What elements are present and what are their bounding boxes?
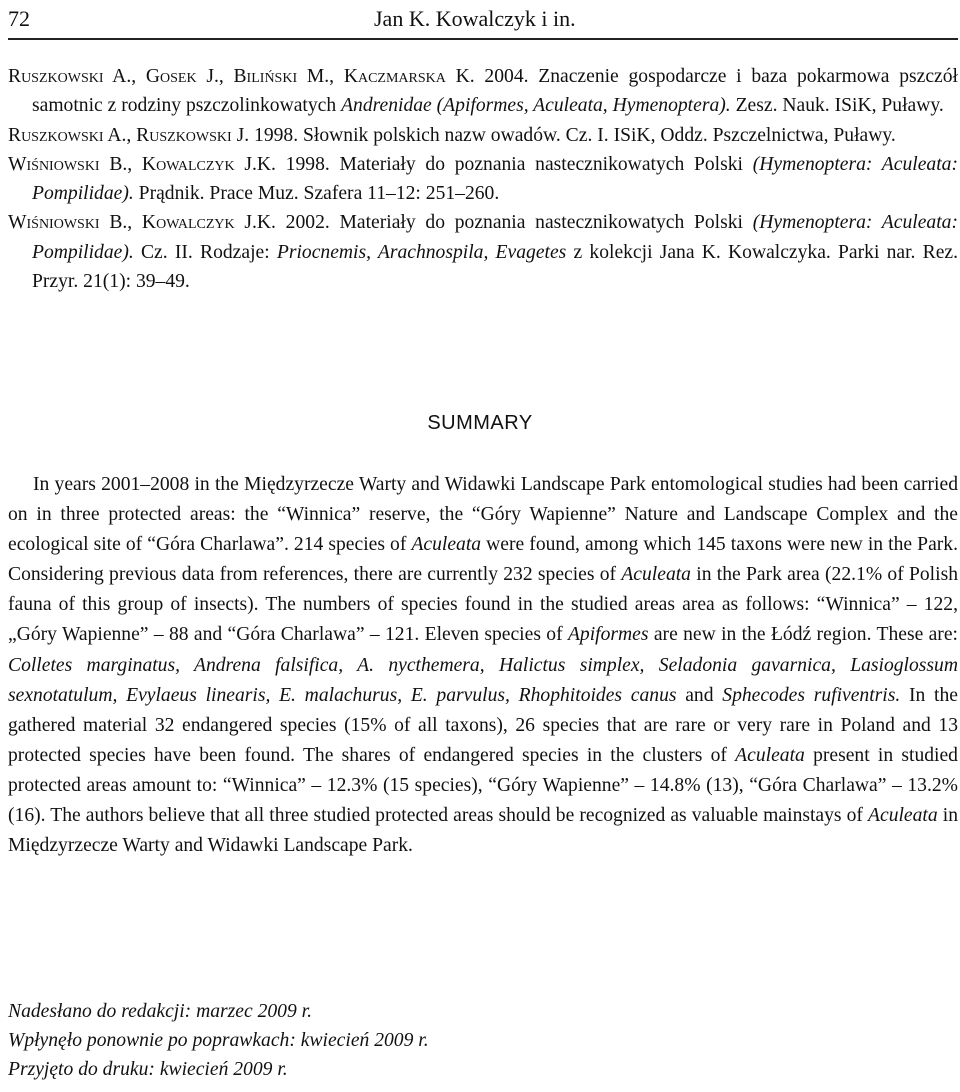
reference-part: Cz. II. Rodzaje: [140, 241, 270, 263]
reference-genera: Priocnemis, Arachnospila, Evagetes [276, 241, 567, 263]
reference-source: Prądnik. Prace Muz. Szafera 11–12: 251–260. [138, 183, 500, 205]
reference-authors: Wiśniowski B., Kowalczyk J.K. [8, 212, 276, 234]
summary-text: are new in the Łódź region. These are: [653, 624, 958, 646]
header-rule [8, 38, 958, 40]
taxon-name: Aculeata [621, 564, 691, 586]
page-header [8, 6, 958, 36]
taxon-name: Apiformes [567, 624, 649, 646]
reference-title: Słownik polskich nazw owadów. Cz. I. ISiK, Oddz. Pszczelnictwa, Puławy. [303, 124, 896, 146]
running-head: Jan K. Kowalczyk i in. [374, 6, 576, 31]
reference-entry [8, 208, 958, 296]
reference-year: 2002. [285, 212, 330, 234]
reference-authors: Wiśniowski B., Kowalczyk J.K. [8, 153, 276, 175]
reference-year: 1998. [254, 124, 299, 146]
revised-date: Wpłynęło ponownie po poprawkach: kwiecień 2009 r. [8, 1030, 429, 1051]
reference-source: Zesz. Nauk. ISiK, Puławy. [735, 95, 944, 117]
reference-title: Materiały do poznania nastecznikowatych Polski [339, 212, 743, 234]
reference-authors: Ruszkowski A., Ruszkowski J. [8, 124, 250, 146]
reference-taxon: (Hymenoptera: Aculeata: Pompilidae). [32, 212, 958, 263]
species-list: Colletes marginatus, Andrena falsifica, A. nycthemera, Halictus simplex, Seladonia gavarnica, Lasioglossum sexnotatulum, Evylaeus linearis, E. malachurus, E. parvulus, Rhophitoides canus [8, 654, 958, 706]
taxon-name: Aculeata [411, 534, 482, 556]
editorial-dates [8, 997, 958, 1084]
taxon-name: Aculeata [735, 744, 805, 766]
reference-taxon: Andrenidae (Apiformes, Aculeata, Hymenoptera). [341, 95, 731, 117]
species-name: Sphecodes rufiventris. [722, 684, 901, 706]
summary-text: in the Park area (22.1% of Polish fauna of this group of insects). The numbers of species found in the studied areas area as follows: “Winnica” – 122, „Góry Wapienne” – 88 and “Góra Charlawa” – 121. Eleven species of [8, 564, 958, 646]
received-date: Nadesłano do redakcji: marzec 2009 r. [8, 1001, 313, 1022]
accepted-date: Przyjęto do druku: kwiecień 2009 r. [8, 1059, 288, 1080]
taxon-name: Aculeata [868, 805, 938, 827]
summary-text: were found, among which 145 taxons were new in the Park. Considering previous data from references, there are currently 232 species of [8, 534, 958, 586]
page-number: 72 [8, 6, 30, 31]
reference-entry [8, 62, 958, 121]
reference-year: 2004. [484, 66, 529, 87]
reference-taxon: (Hymenoptera: Aculeata: Pompilidae). [32, 153, 958, 205]
reference-authors: Ruszkowski A., Gosek J., Biliński M., Kaczmarska K. [8, 66, 475, 87]
reference-title: Znaczenie gospodarcze i baza pokarmowa pszczół samotnic z rodziny pszczolinkowatych [32, 66, 958, 117]
summary-text: in Międzyrzecze Warty and Widawki Landscape Park. [8, 805, 958, 857]
reference-source: z kolekcji Jana K. Kowalczyka. Parki nar. Rez. Przyr. 21(1): 39–49. [32, 241, 958, 293]
summary-paragraph [8, 470, 958, 861]
summary-text: and [685, 684, 714, 706]
reference-list [8, 62, 958, 296]
reference-title: Materiały do poznania nastecznikowatych Polski [339, 153, 743, 175]
reference-entry [8, 150, 958, 209]
summary-heading: SUMMARY [427, 412, 533, 434]
summary-text: present in studied protected areas amount to: “Winnica” – 12.3% (15 species), “Góry Wapienne” – 14.8% (13), “Góra Charlawa” – 13.2% (16). The authors believe that all three studied protected areas should be recognized as valuable mainstays of [8, 744, 958, 827]
reference-year: 1998. [285, 153, 330, 175]
reference-entry [8, 121, 958, 150]
summary-text: In the gathered material 32 endangered species (15% of all taxons), 26 species that are rare or very rare in Poland and 13 protected species have been found. The shares of endangered species in the clusters of [8, 684, 958, 766]
summary-text: In years 2001–2008 in the Międzyrzecze Warty and Widawki Landscape Park entomological studies had been carried on in three protected areas: the “Winnica” reserve, the “Góry Wapienne” Nature and Landscape Complex and the ecological site of “Góra Charlawa”. 214 species of [8, 474, 958, 556]
